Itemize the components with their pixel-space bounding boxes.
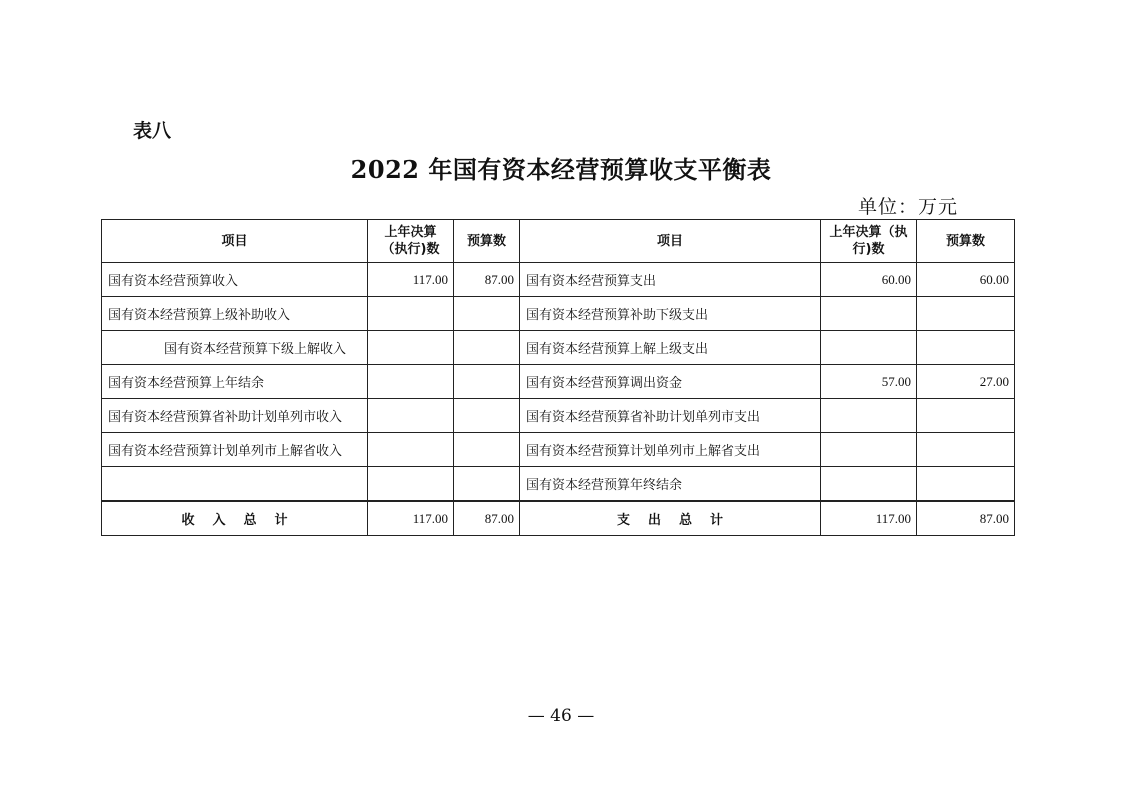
expense-budget-value [917,467,1015,502]
budget-balance-table [101,219,1015,536]
income-budget-value [454,297,520,331]
expense-item: 国有资本经营预算补助下级支出 [520,297,821,331]
page-number: — 46 — [527,706,595,726]
expense-budget-value [917,433,1015,467]
income-prev-value [368,297,454,331]
expense-item: 国有资本经营预算省补助计划单列市支出 [520,399,821,433]
expense-prev-value [821,433,917,467]
expense-budget-value: 60.00 [917,263,1015,297]
income-budget-value [454,467,520,502]
header-income-prev: 上年决算（执行)数 [368,220,454,263]
income-prev-value [368,365,454,399]
expense-item: 国有资本经营预算调出资金 [520,365,821,399]
expense-prev-value [821,467,917,502]
income-total-budget: 87.00 [454,501,520,536]
income-item: 国有资本经营预算上级补助收入 [102,297,368,331]
header-expense-item: 项目 [520,220,821,263]
income-budget-value [454,365,520,399]
table-header-row [102,220,1015,263]
expense-item: 国有资本经营预算年终结余 [520,467,821,502]
header-expense-budget: 预算数 [917,220,1015,263]
table-label: 表八 [133,120,172,142]
expense-budget-value [917,399,1015,433]
expense-prev-value [821,331,917,365]
expense-item: 国有资本经营预算支出 [520,263,821,297]
expense-prev-value: 57.00 [821,365,917,399]
income-total-label: 收入总计 [102,501,368,536]
expense-prev-value: 60.00 [821,263,917,297]
header-expense-prev: 上年决算（执行)数 [821,220,917,263]
table-row [102,365,1015,399]
income-prev-value [368,399,454,433]
income-item: 国有资本经营预算省补助计划单列市收入 [102,399,368,433]
expense-item: 国有资本经营预算上解上级支出 [520,331,821,365]
table-row [102,433,1015,467]
expense-budget-value [917,297,1015,331]
expense-total-prev: 117.00 [821,501,917,536]
expense-budget-value [917,331,1015,365]
income-prev-value: 117.00 [368,263,454,297]
table-row [102,263,1015,297]
income-item: 国有资本经营预算上年结余 [102,365,368,399]
header-income-item: 项目 [102,220,368,263]
income-budget-value: 87.00 [454,263,520,297]
income-item [102,467,368,502]
document-title: 2022 年国有资本经营预算收支平衡表 [350,155,772,184]
total-row [102,501,1015,536]
expense-prev-value [821,297,917,331]
income-total-prev: 117.00 [368,501,454,536]
unit-label: 单位：万元 [858,196,959,218]
income-budget-value [454,433,520,467]
income-budget-value [454,399,520,433]
income-prev-value [368,331,454,365]
expense-total-budget: 87.00 [917,501,1015,536]
income-budget-value [454,331,520,365]
income-prev-value [368,433,454,467]
table-row [102,399,1015,433]
table-row [102,297,1015,331]
header-income-budget: 预算数 [454,220,520,263]
expense-item: 国有资本经营预算计划单列市上解省支出 [520,433,821,467]
expense-prev-value [821,399,917,433]
income-item: 国有资本经营预算下级上解收入 [102,331,368,365]
table-row [102,467,1015,502]
expense-budget-value: 27.00 [917,365,1015,399]
table-row [102,331,1015,365]
expense-total-label: 支出总计 [520,501,821,536]
income-item: 国有资本经营预算计划单列市上解省收入 [102,433,368,467]
income-item: 国有资本经营预算收入 [102,263,368,297]
income-prev-value [368,467,454,502]
